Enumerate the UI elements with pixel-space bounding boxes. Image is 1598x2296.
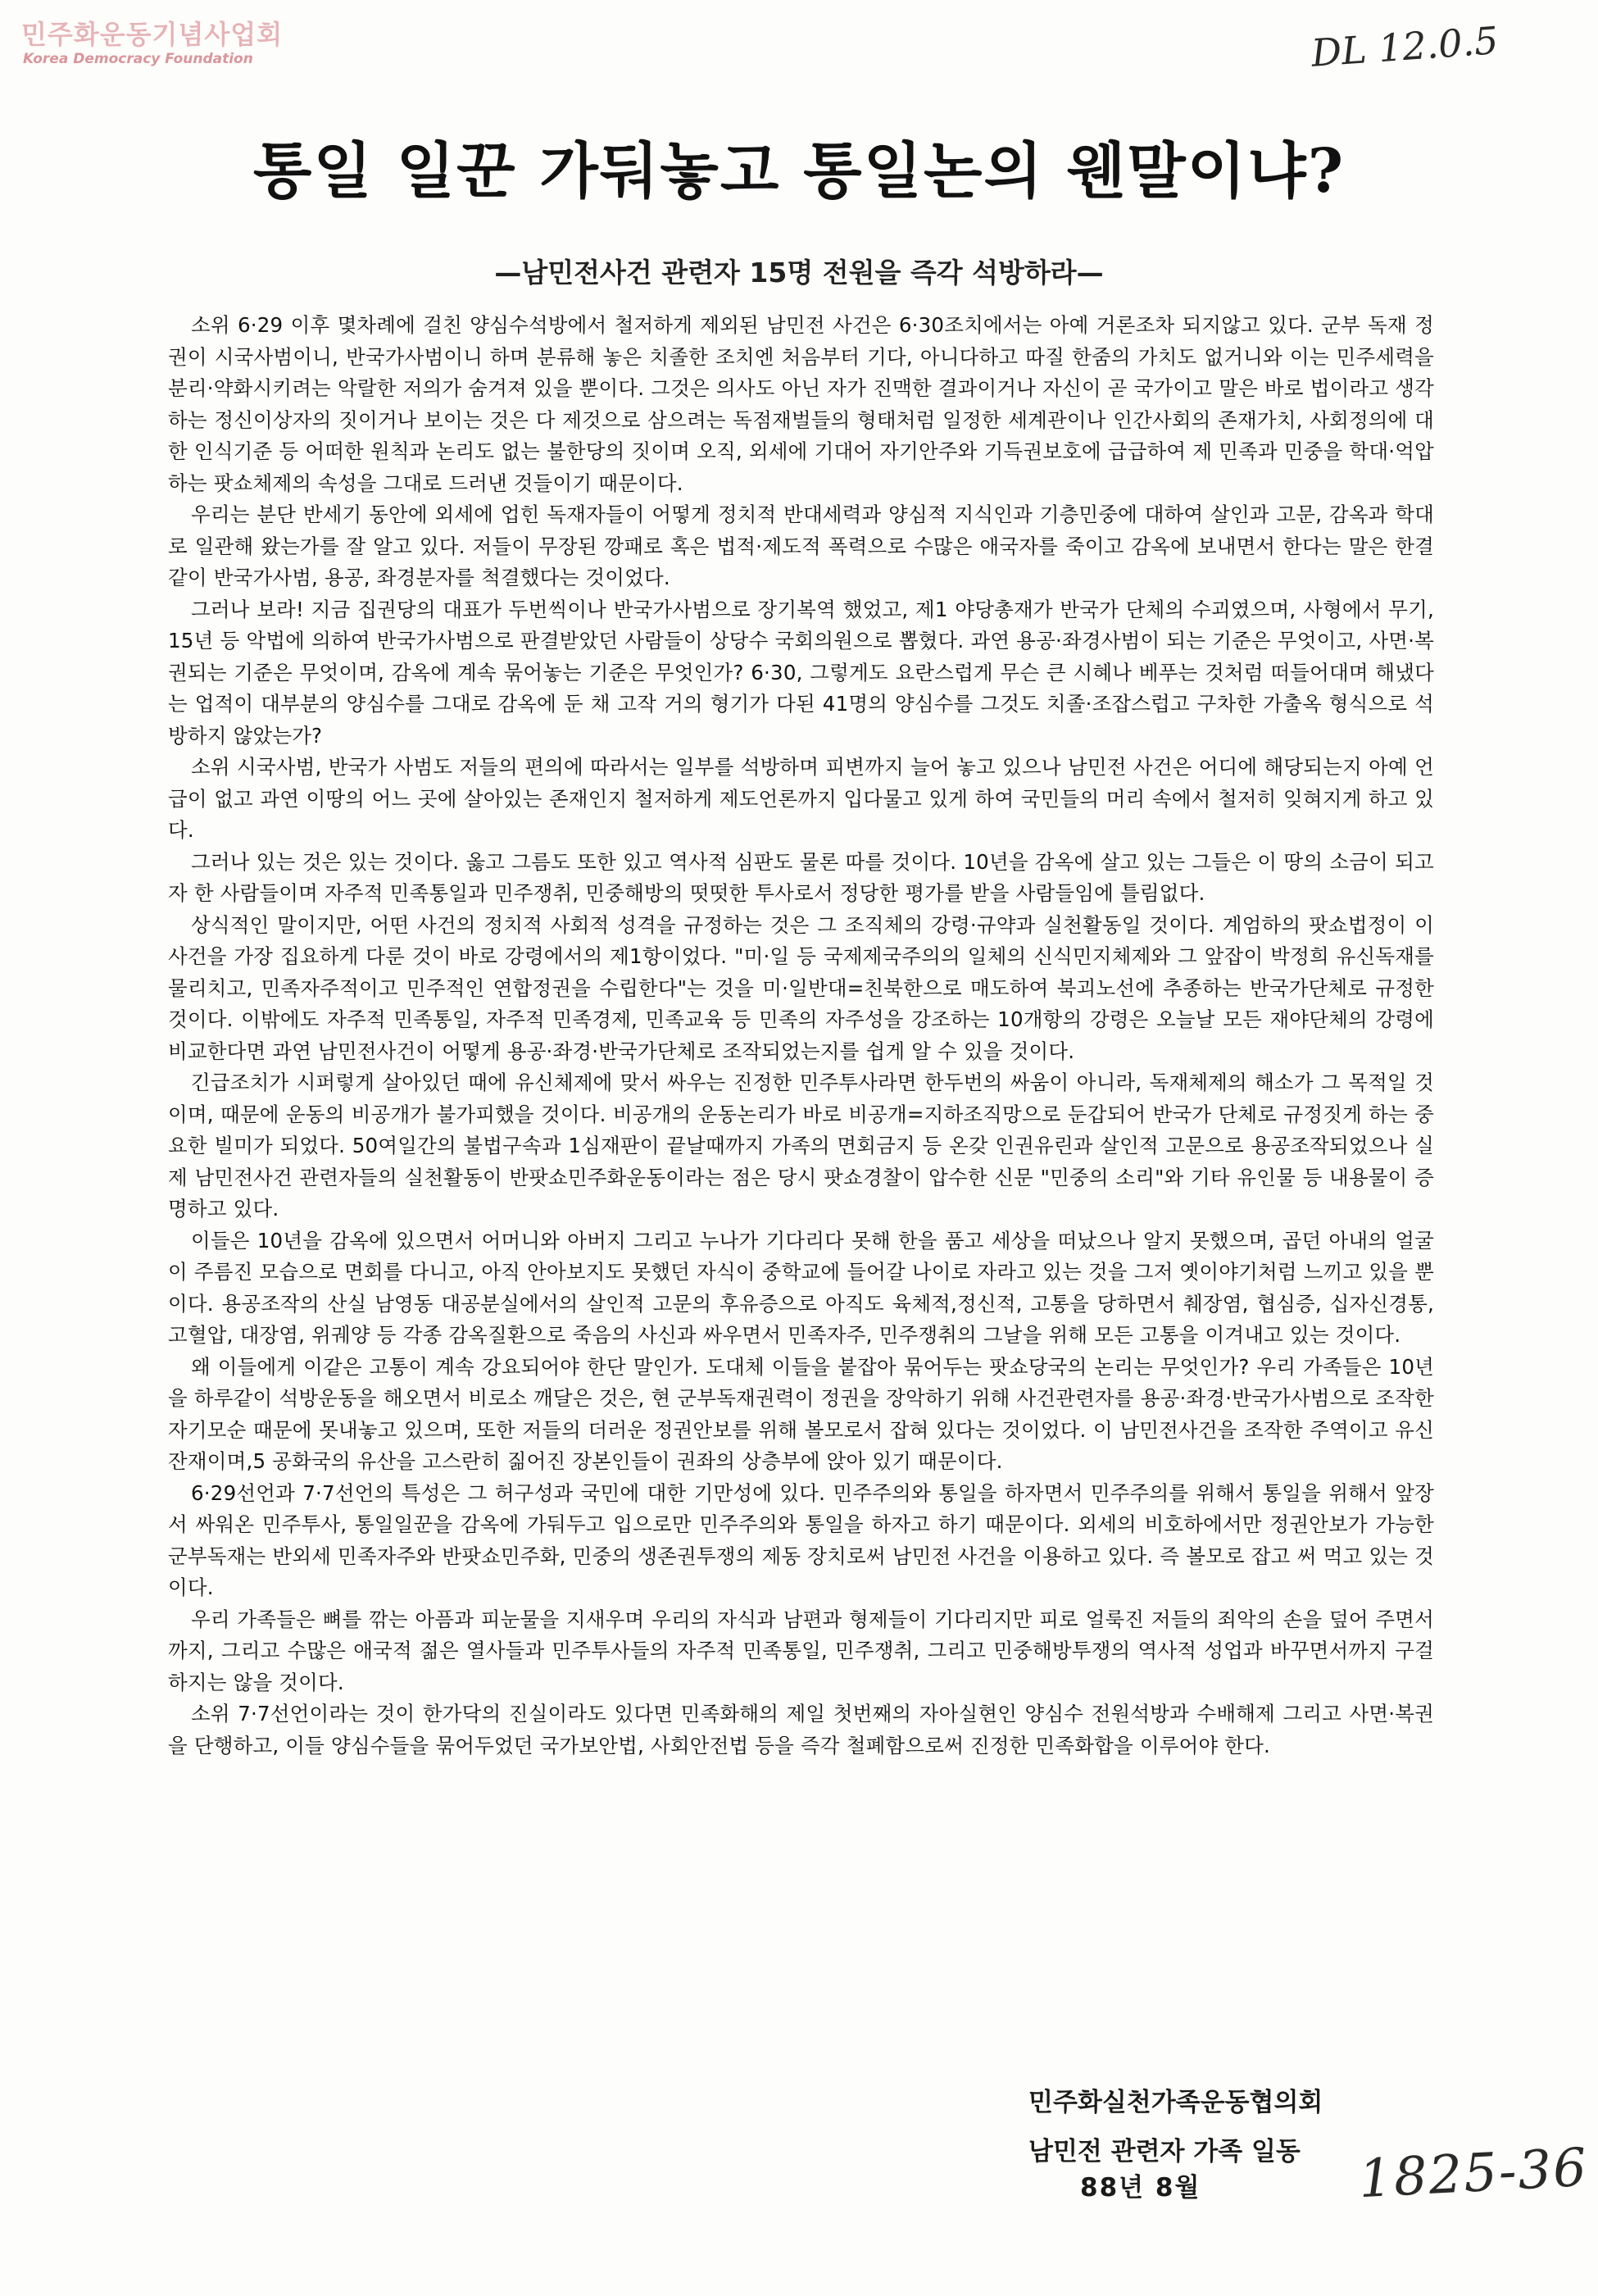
paragraph: 긴급조치가 시퍼렇게 살아있던 때에 유신체제에 맞서 싸우는 진정한 민주투사라면 한두번의 싸움이 아니라, 독재체제의 해소가 그 목적일 것이며, 때문에 운동의 비공개가 불가피했을 것이다. 비공개의 운동논리가 바로 비공개=지하조직망으로 둔갑되어 반국가 단체로 규정짓게 하는 중요한 빌미가 되었다. 50여일간의 불법구속과 1심재판이 끝날때까지 가족의 면회금지 등 온갖 인권유린과 살인적 고문으로 용공조작되었으나 실제 남민전사건 관련자들의 실천활동이 반팟쇼민주화운동이라는 점은 당시 팟쇼경찰이 압수한 신문 "민중의 소리"와 기타 유인물 등 내용물이 증명하고 있다. [168, 1071, 1434, 1221]
signature-block [1028, 2078, 1323, 2176]
paragraph: 그러나 있는 것은 있는 것이다. 옳고 그름도 또한 있고 역사적 심판도 물론 따를 것이다. 10년을 감옥에 살고 있는 그들은 이 땅의 소금이 되고자 한 사람들이며 자주적 민족통일과 민주쟁취, 민중해방의 떳떳한 투사로서 정당한 평가를 받을 사람들임에 틀림없다. [168, 849, 1434, 905]
document-body [168, 310, 1434, 1762]
paragraph: 소위 시국사범, 반국가 사범도 저들의 편의에 따라서는 일부를 석방하며 피변까지 늘어 놓고 있으나 남민전 사건은 어디에 해당되는지 아예 언급이 없고 과연 이땅의 어느 곳에 살아있는 존재인지 철저하게 제도언론까지 입다물고 있게 하여 국민들의 머리 속에서 철저히 잊혀지게 하고 있다. [168, 755, 1434, 842]
handwritten-archive-code: DL 12.0.5 [1310, 18, 1500, 75]
watermark-korean: 민주화운동기념사업회 [21, 19, 284, 50]
paragraph: 이들은 10년을 감옥에 있으면서 어머니와 아버지 그리고 누나가 기다리다 못해 한을 품고 세상을 떠났으나 알지 못했으며, 곱던 아내의 얼굴이 주름진 모습으로 면회를 다니고, 아직 안아보지도 못했던 자식이 중학교에 들어갈 나이로 자라고 있는 것을 그저 옛이야기처럼 느끼고 있을 뿐이다. 용공조작의 산실 남영동 대공분실에서의 살인적 고문의 후유증으로 아직도 육체적,정신적, 고통을 당하면서 췌장염, 협심증, 십자신경통, 고혈압, 대장염, 위궤양 등 각종 감옥질환으로 죽음의 사신과 싸우면서 민족자주, 민주쟁취의 그날을 위해 모든 고통을 이겨내고 있는 것이다. [168, 1228, 1434, 1347]
document-date: 88년 8월 [1080, 2173, 1201, 2203]
paragraph: 상식적인 말이지만, 어떤 사건의 정치적 사회적 성격을 규정하는 것은 그 조직체의 강령·규약과 실천활동일 것이다. 계엄하의 팟쇼법정이 이 사건을 가장 집요하게 다룬 것이 바로 강령에서의 제1항이었다. "미·일 등 국제제국주의의 일체의 신식민지체제와 그 앞잡이 박정희 유신독재를 물리치고, 민족자주적이고 민주적인 연합정권을 수립한다"는 것을 미·일반대=친북한으로 매도하여 북괴노선에 추종하는 반국가단체로 규정한 것이다. 이밖에도 자주적 민족통일, 자주적 민족경제, 민족교육 등 민족의 자주성을 강조하는 10개항의 강령은 오늘날 모든 재야단체의 강령에 비교한다면 과연 남민전사건이 어떻게 용공·좌경·반국가단체로 조작되었는지를 쉽게 알 수 있을 것이다. [168, 912, 1434, 1063]
handwritten-document-number: 1825-36 [1357, 2137, 1590, 2211]
paragraph: 그러나 보라! 지금 집권당의 대표가 두번씩이나 반국가사범으로 장기복역 했었고, 제1 야당총재가 반국가 단체의 수괴였으며, 사형에서 무기, 15년 등 악법에 의하여 반국가사범으로 판결받았던 사람들이 상당수 국회의원으로 뽑혔다. 과연 용공·좌경사범이 되는 기준은 무엇이고, 사면·복권되는 기준은 무엇이며, 감옥에 계속 묶어놓는 기준은 무엇인가? 6·30, 그렇게도 요란스럽게 무슨 큰 시혜나 베푸는 것처럼 떠들어대며 해냈다는 업적이 대부분의 양심수를 그대로 감옥에 둔 채 고작 거의 형기가 다된 41명의 양심수를 그것도 치졸·조잡스럽고 구차한 가출옥 형식으로 석방하지 않았는가? [168, 597, 1434, 748]
paragraph: 소위 6·29 이후 몇차례에 걸친 양심수석방에서 철저하게 제외된 남민전 사건은 6·30조치에서는 아예 거론조차 되지않고 있다. 군부 독재 정권이 시국사범이니, 반국가사범이니 하며 분류해 놓은 치졸한 조치엔 처음부터 기다, 아니다하고 따질 한줌의 가치도 없거니와 이는 민주세력을 분리·약화시키려는 악랄한 저의가 숨겨져 있을 뿐이다. 그것은 의사도 아닌 자가 진맥한 결과이거나 자신이 곧 국가이고 말은 바로 법이라고 생각하는 정신이상자의 짓이거나 보이는 것은 다 제것으로 삼으려는 독점재벌들의 형태처럼 일정한 세계관이나 인간사회의 존재가치, 사회정의에 대한 인식기준 등 어떠한 원칙과 논리도 없는 불한당의 짓이며 오직, 외세에 기대어 자기안주와 기득권보호에 급급하여 제 민족과 민중을 학대·억압하는 팟쇼체제의 속성을 그대로 드러낸 것들이기 때문이다. [168, 313, 1434, 495]
signature-group: 남민전 관련자 가족 일동 [1028, 2137, 1301, 2166]
signature-organization: 민주화실천가족운동협의회 [1028, 2088, 1323, 2117]
paragraph: 우리 가족들은 뼈를 깎는 아픔과 피눈물을 지새우며 우리의 자식과 남편과 형제들이 기다리지만 피로 얼룩진 저들의 죄악의 손을 덮어 주면서까지, 그리고 수많은 애국적 젊은 열사들과 민주투사들의 자주적 민족통일, 민주쟁취, 그리고 민중해방투쟁의 역사적 성업과 바꾸면서까지 구걸하지는 않을 것이다. [168, 1607, 1434, 1694]
document-subtitle: —남민전사건 관련자 15명 전원을 즉각 석방하라— [494, 257, 1104, 289]
watermark-english: Korea Democracy Foundation [23, 51, 253, 67]
paragraph: 왜 이들에게 이같은 고통이 계속 강요되어야 한단 말인가. 도대체 이들을 붙잡아 묶어두는 팟쇼당국의 논리는 무엇인가? 우리 가족들은 10년을 하루같이 석방운동을 해오면서 비로소 깨달은 것은, 현 군부독재권력이 정권을 장악하기 위해 사건관련자를 용공·좌경·반국가사범으로 조작한 자기모순 때문에 못내놓고 있으며, 또한 저들의 더러운 정권안보를 위해 볼모로서 잡혀 있다는 것이었다. 이 남민전사건을 조작한 주역이고 유신잔재이며,5 공화국의 유산을 고스란히 짊어진 장본인들이 권좌의 상층부에 앉아 있기 때문이다. [168, 1354, 1434, 1473]
paragraph: 6·29선언과 7·7선언의 특성은 그 허구성과 국민에 대한 기만성에 있다. 민주주의와 통일을 하자면서 민주주의를 위해서 통일을 위해서 앞장서 싸워온 민주투사, 통일일꾼을 감옥에 가둬두고 입으로만 민주주의와 통일을 하자고 하기 때문이다. 외세의 비호하에서만 정권안보가 가능한 군부독재는 반외세 민족자주와 반팟쇼민주화, 민중의 생존권투쟁의 제동 장치로써 남민전 사건을 이용하고 있다. 즉 볼모로 잡고 써 먹고 있는 것이다. [168, 1480, 1434, 1599]
paragraph: 우리는 분단 반세기 동안에 외세에 업힌 독재자들이 어떻게 정치적 반대세력과 양심적 지식인과 기층민중에 대하여 살인과 고문, 감옥과 학대로 일관해 왔는가를 잘 알고 있다. 저들이 무장된 깡패로 혹은 법적·제도적 폭력으로 수많은 애국자를 죽이고 감옥에 보내면서 한다는 말은 한결같이 반국가사범, 용공, 좌경분자를 척결했다는 것이었다. [168, 502, 1434, 589]
watermark-logo [21, 18, 283, 67]
paragraph: 소위 7·7선언이라는 것이 한가닥의 진실이라도 있다면 민족화해의 제일 첫번째의 자아실현인 양심수 전원석방과 수배해제 그리고 사면·복권을 단행하고, 이들 양심수들을 묶어두었던 국가보안법, 사회안전법 등을 즉각 철폐함으로써 진정한 민족화합을 이루어야 한다. [168, 1702, 1434, 1757]
document-title: 통일 일꾼 가둬놓고 통일논의 웬말이냐? [252, 136, 1346, 207]
